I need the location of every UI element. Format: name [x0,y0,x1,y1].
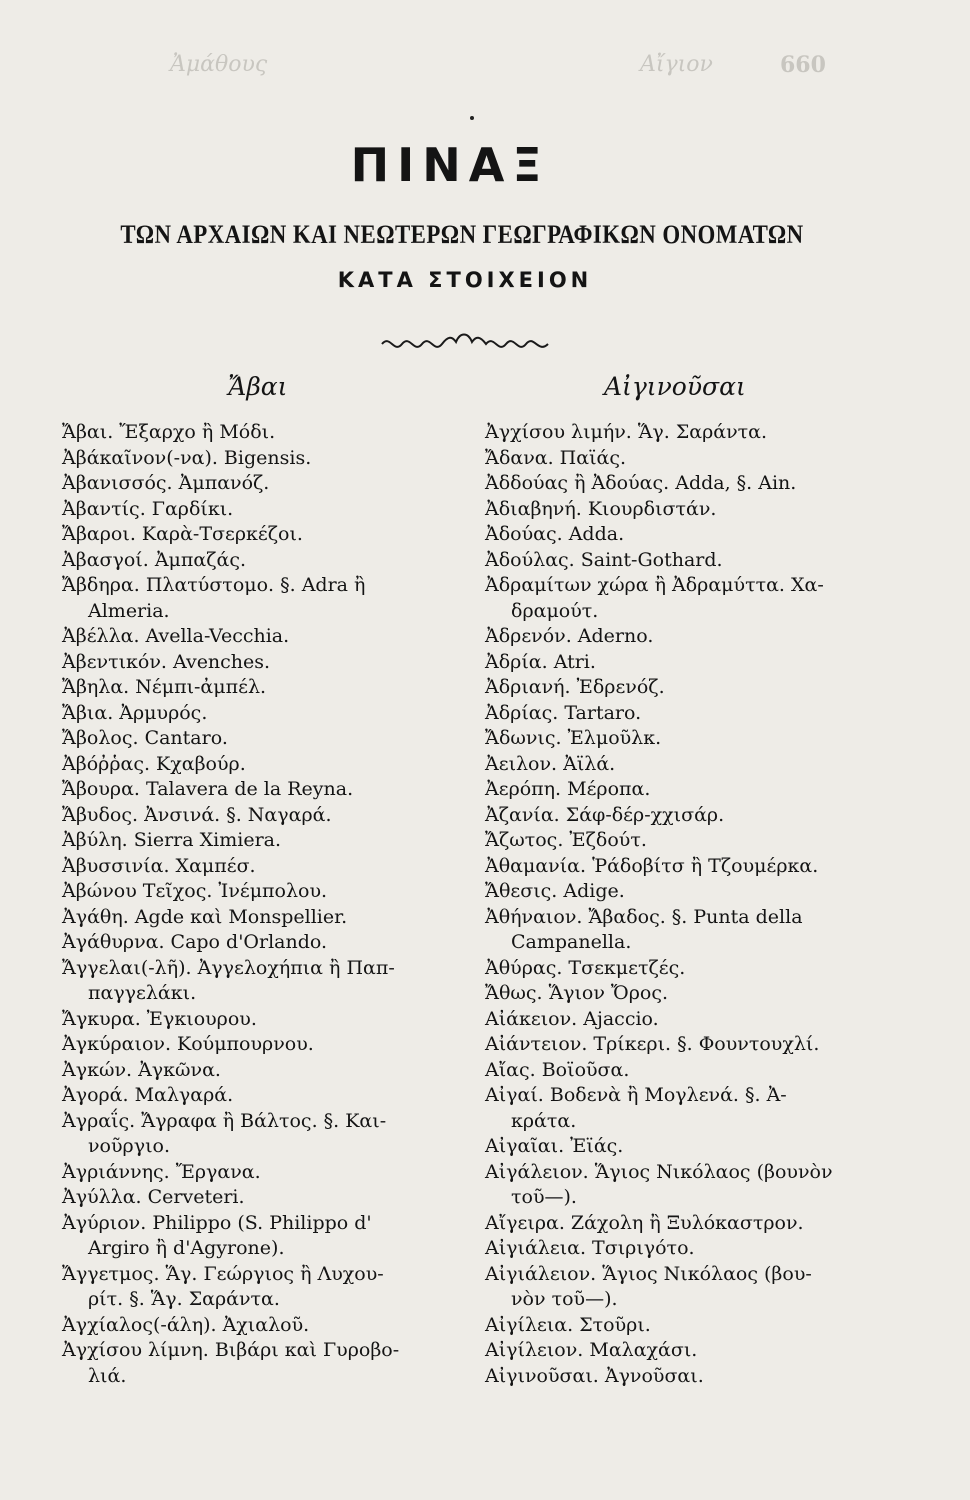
entry-text: Ἄβαι. Ἔξαρχο ἢ Μόδι. [62,421,276,443]
entry-text: Ἀβυσσινία. Χαμπέσ. [62,854,256,877]
right-entry [485,1160,915,1211]
right-entry [485,956,915,982]
page-title: ΠΙΝΑΞ [350,138,550,192]
left-entry [62,497,472,523]
entry-text: Ἄθως. Ἅγιον Ὄρος. [485,982,669,1004]
right-entry [485,497,915,523]
right-entry [485,1313,915,1339]
right-entry [485,752,915,778]
entry-text: Ἀδούας. Adda. [485,523,625,545]
left-entry [62,1338,472,1389]
entry-text: Αἴγειρα. Ζάχολη ἢ Ξυλόκαστρον. [485,1211,804,1234]
page-subtitle-secondary: ΚΑΤΑ ΣΤΟΙΧΕΙΟΝ [337,268,593,292]
entry-text: Αἰγινοῦσαι. Ἀγνοῦσαι. [485,1364,704,1387]
entry-text: Ἀγάθη. Agde καὶ Monspellier. [62,905,348,928]
entry-text: Ἀβάκαῖνον(-να). Bigensis. [62,446,312,469]
entry-text: Αἰγιάλειον. Ἅγιος Νικόλαος (βου- [485,1262,812,1285]
right-entry [485,1236,915,1262]
entry-text: Ἀγχίσου λίμνη. Βιβάρι καὶ Γυροβο- [62,1339,400,1361]
left-entry [62,650,472,676]
entry-text: Ἀδραμίτων χώρα ἢ Ἀδραμύττα. Χα- [485,574,824,596]
right-entry [485,1338,915,1364]
right-entry [485,548,915,574]
entry-text: Αἰγαῖαι. Ἐϊάς. [485,1135,624,1157]
right-column-heading: Αἰγινοῦσαι [604,372,746,401]
right-entry [485,981,915,1007]
entry-text: Ἄβηλα. Νέμπι-ἀμπέλ. [62,676,267,698]
ghost-header-left: Ἀμάθους [170,52,268,77]
left-entry [62,446,472,472]
entry-continuation: Argiro ἢ d'Agyrone). [88,1237,285,1259]
right-entry [485,905,915,956]
entry-text: Αἰάκειον. Ajaccio. [485,1007,659,1030]
right-entry [485,803,915,829]
left-entry [62,930,472,956]
ink-dot [470,116,474,120]
left-entry [62,675,472,701]
entry-text: Ἄβολος. Cantaro. [62,727,228,749]
right-entry [485,675,915,701]
entry-text: Ἀγορά. Μαλγαρά. [62,1084,234,1106]
left-entry [62,1185,472,1211]
entry-text: Ἀγχίαλος(-άλη). Ἀχιαλοῦ. [62,1313,310,1336]
right-entry [485,446,915,472]
entry-continuation: ρίτ. §. Ἅγ. Σαράντα. [88,1288,280,1310]
left-entry [62,726,472,752]
entry-text: Ἀθύρας. Τσεκμετζές. [485,956,686,979]
ghost-header-right: Αἴγιον [640,52,713,77]
entry-text: Ἄδωνις. Ἐλμοῦλκ. [485,727,662,749]
right-entry [485,650,915,676]
entry-text: Ἀβόῤῥας. Κχαβούρ. [62,752,246,775]
left-entry [62,956,472,1007]
left-entry [62,701,472,727]
entry-text: Ἀζανία. Σάφ-δέρ-χχισάρ. [485,803,725,826]
right-entry [485,573,915,624]
entry-text: Ἀβώνου Τεῖχος. Ἰνέμπολου. [62,880,328,902]
page-subtitle: ΤΩΝ ΑΡΧΑΙΩΝ ΚΑΙ ΝΕΩΤΕΡΩΝ ΓΕΩΓΡΑΦΙΚΩΝ ΟΝΟΜΑΤΩΝ [120,220,804,249]
entry-text: Ἄβουρα. Talavera de la Reyna. [62,778,354,800]
ghost-page-number: 660 [780,52,826,78]
right-entry [485,726,915,752]
entry-continuation: λιά. [88,1364,127,1387]
decorative-ornament [380,330,550,356]
left-entry [62,1083,472,1109]
entry-text: Ἀδδούας ἢ Ἀδούας. Adda, §. Ain. [485,472,797,494]
entry-text: Αἰγάλειον. Ἅγιος Νικόλαος (βουνὸν [485,1160,833,1183]
entry-text: Ἀγύλλα. Cerveteri. [62,1186,245,1208]
left-entry [62,471,472,497]
entry-text: Ἄγγετμος. Ἅγ. Γεώργιος ἢ Λυχου- [62,1262,384,1285]
entry-text: Ἄβδηρα. Πλατύστομο. §. Adra ἢ [62,574,366,596]
entry-text: Αἰγίλεια. Στοῦρι. [485,1313,651,1336]
entry-text: Ἄγγελαι(-λῆ). Ἀγγελοχήπια ἢ Παπ- [62,956,395,979]
entry-text: Ἀβέλλα. Avella-Vecchia. [62,625,290,647]
entry-text: Ἄβαροι. Καρὰ-Τσερκέζοι. [62,523,303,545]
right-entry [485,879,915,905]
right-entry [485,1058,915,1084]
entry-text: Ἀγκύραιον. Κούμπουρνου. [62,1033,314,1055]
entry-continuation: δραμούτ. [511,599,599,622]
entry-text: Ἀειλον. Ἀϊλά. [485,752,616,775]
entry-text: Ἀγκών. Ἀγκῶνα. [62,1058,221,1081]
entry-continuation: παγγελάκι. [88,982,197,1004]
entry-text: Ἄβια. Ἀρμυρός. [62,701,208,724]
left-column-heading: Ἄβαι [228,372,288,401]
entry-text: Ἀδρενόν. Aderno. [485,625,654,647]
right-entry [485,777,915,803]
entry-text: Αἰγίλειον. Μαλαχάσι. [485,1339,698,1361]
right-entry [485,701,915,727]
entry-text: Ἀβανισσός. Ἀμπανόζ. [62,472,270,494]
entry-text: Ἄζωτος. Ἐζδούτ. [485,829,647,851]
right-entry [485,1032,915,1058]
entry-continuation: νοῦργιο. [88,1135,170,1157]
right-entry [485,624,915,650]
entry-continuation: Almeria. [88,599,170,622]
entry-text: Ἀβαντίς. Γαρδίκι. [62,497,234,520]
entry-text: Αἴας. Βοϊοῦσα. [485,1058,630,1081]
left-entry [62,1160,472,1186]
entry-text: Ἀβύλη. Sierra Ximiera. [62,829,282,851]
right-entry [485,828,915,854]
entry-text: Ἀερόπη. Μέροπα. [485,778,651,800]
right-entry [485,1211,915,1237]
entry-text: Ἄγκυρα. Ἐγκιουρου. [62,1007,257,1030]
entry-text: Ἀγραΐς. Ἄγραφα ἢ Βάλτος. §. Και- [62,1109,387,1132]
right-entry [485,854,915,880]
entry-continuation: νὸν τοῦ—). [511,1288,618,1310]
entry-text: Ἀδιαβηνή. Κιουρδιστάν. [485,497,717,520]
entry-text: Ἀγριάννης. Ἔργανα. [62,1160,261,1183]
entry-text: Ἄδανα. Παϊάς. [485,446,627,469]
left-entry [62,1262,472,1313]
left-entry [62,1058,472,1084]
left-entry [62,573,472,624]
entry-text: Ἀγύριον. Philippo (S. Philippo d' [62,1211,372,1234]
entry-text: Ἀθήναιον. Ἄβαδος. §. Punta della [485,905,803,928]
right-entry [485,1262,915,1313]
entry-text: Αἰγαί. Βοδενὰ ἢ Μογλενά. §. Ἀ- [485,1084,787,1106]
entry-text: Αἰάντειον. Τρίκερι. §. Φουντουχλί. [485,1033,820,1055]
left-entry [62,548,472,574]
right-entry [485,471,915,497]
entry-text: Ἀβεντικόν. Avenches. [62,650,271,673]
left-entry [62,854,472,880]
entry-text: Αἰγιάλεια. Τσιριγότο. [485,1237,695,1259]
left-entry [62,1109,472,1160]
entry-text: Ἀδούλας. Saint-Gothard. [485,548,723,571]
right-entry [485,1007,915,1033]
left-entry [62,1007,472,1033]
left-column [62,420,472,1389]
left-entry [62,1313,472,1339]
right-entry [485,1134,915,1160]
left-entry [62,1032,472,1058]
left-entry [62,1211,472,1262]
entry-text: Ἄβυδος. Ἀνσινά. §. Ναγαρά. [62,803,332,826]
entry-text: Ἀδριανή. Ἐδρενόζ. [485,676,665,698]
entry-text: Ἀδρίας. Tartaro. [485,701,642,724]
right-entry [485,1083,915,1134]
entry-continuation: Campanella. [511,931,632,953]
entry-text: Ἀγχίσου λιμήν. Ἅγ. Σαράντα. [485,421,768,443]
entry-text: Ἀγάθυρνα. Capo d'Orlando. [62,931,328,953]
left-entry [62,420,472,446]
entry-text: Ἀβασγοί. Ἀμπαζάς. [62,548,247,571]
entry-continuation: τοῦ—). [511,1186,577,1208]
left-entry [62,624,472,650]
right-entry [485,420,915,446]
right-column [485,420,915,1389]
left-entry [62,777,472,803]
right-entry [485,1364,915,1390]
left-entry [62,803,472,829]
left-entry [62,879,472,905]
left-entry [62,522,472,548]
entry-continuation: κράτα. [511,1109,577,1132]
entry-text: Ἀθαμανία. Ῥάδοβίτσ ἢ Τζουμέρκα. [485,854,819,877]
left-entry [62,828,472,854]
entry-text: Ἀδρία. Atri. [485,650,596,673]
right-entry [485,522,915,548]
entry-text: Ἄθεσις. Adige. [485,880,625,902]
left-entry [62,752,472,778]
left-entry [62,905,472,931]
